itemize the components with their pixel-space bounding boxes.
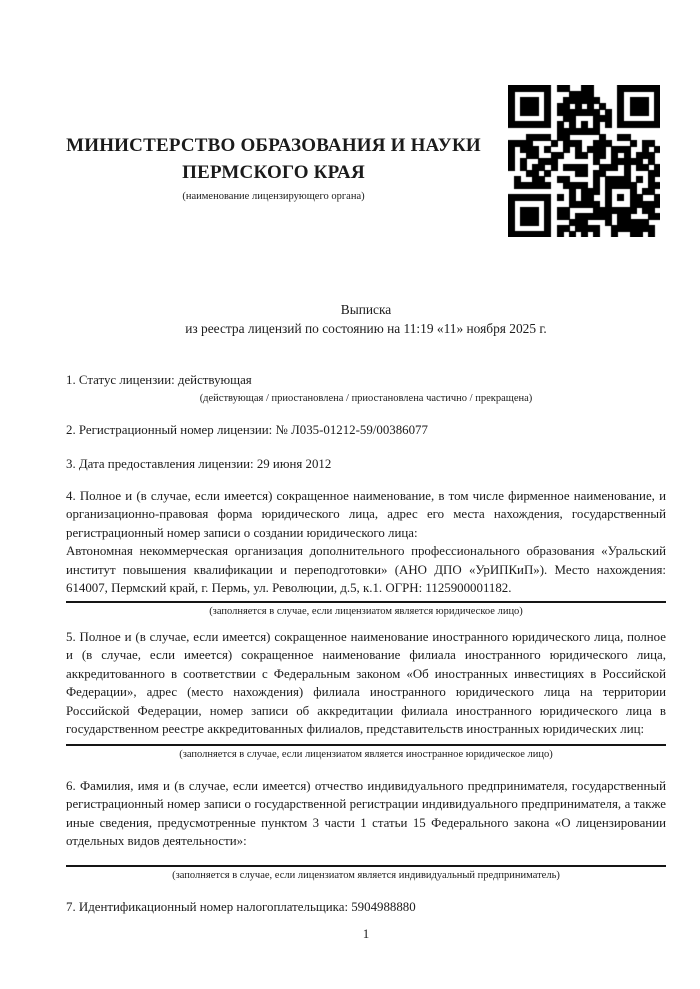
document-title-line2: из реестра лицензий по состоянию на 11:19 «11» ноября 2025 г. bbox=[185, 320, 547, 336]
ministry-name-line1: МИНИСТЕРСТВО ОБРАЗОВАНИЯ И НАУКИ bbox=[66, 135, 481, 156]
field-inn: 7. Идентификационный номер налогоплательщика: 5904988880 bbox=[66, 899, 416, 914]
ministry-caption: (наименование лицензирующего органа) bbox=[182, 191, 365, 202]
page-number: 1 bbox=[362, 926, 370, 941]
field-foreign-entity-label: 5. Полное и (в случае, если имеется) сокращенное наименование иностранного юридического лица, полное и (в случае, если имеется) сокращенное наименование филиала иностранного юридического лица, аккредитованного в соответствии с Федеральным законом «Об иностранных инвестициях в Российской Федерации», адрес (место нахождения) филиала иностранного юридического лица на территории Российской Федерации, номер записи об аккредитации филиала иностранного юридического лица в государственном реестре аккредитованных филиалов, представительств иностранных юридических лиц: bbox=[66, 629, 666, 736]
document-title-line1: Выписка bbox=[340, 302, 392, 317]
field-license-status: 1. Статус лицензии: действующая bbox=[66, 373, 252, 387]
document-title bbox=[66, 301, 666, 338]
ministry-header bbox=[66, 132, 481, 203]
field-individual-entrepreneur-caption: (заполняется в случае, если лицензиатом является индивидуальный предприниматель) bbox=[172, 869, 560, 881]
qr-code bbox=[508, 85, 660, 237]
field-foreign-entity-caption: (заполняется в случае, если лицензиатом является иностранное юридическое лицо) bbox=[179, 748, 553, 760]
field-legal-entity-caption: (заполняется в случае, если лицензиатом является юридическое лицо) bbox=[209, 605, 523, 617]
document-body bbox=[66, 366, 666, 916]
field-license-status-caption: (действующая / приостановлена / приостановлена частично / прекращена) bbox=[199, 392, 533, 404]
field-legal-entity-label: 4. Полное и (в случае, если имеется) сокращенное наименование, в том числе фирменное наименование, и организационно-правовая форма юридического лица, адрес его места нахождения, государственный регистрационный номер записи о создании юридического лица: bbox=[66, 488, 666, 540]
ministry-name-line2: ПЕРМСКОГО КРАЯ bbox=[182, 162, 365, 183]
field-registration-number: 2. Регистрационный номер лицензии: № Л035-01212-59/00386077 bbox=[66, 422, 428, 437]
field-legal-entity-value: Автономная некоммерческая организация дополнительного профессионального образования «Уральский институт повышения квалификации и переподготовки» (АНО ДПО «УрИПКиП»). Место нахождения: 614007, Пермский край, г. Пермь, ул. Революции, д.5, к.1. ОГРН: 1125900001182. bbox=[66, 544, 666, 595]
field-foreign-entity-underline bbox=[66, 744, 666, 746]
field-grant-date: 3. Дата предоставления лицензии: 29 июня 2012 bbox=[66, 457, 332, 471]
field-individual-entrepreneur-underline bbox=[66, 865, 666, 867]
field-individual-entrepreneur-label: 6. Фамилия, имя и (в случае, если имеется) отчество индивидуального предпринимателя, государственный регистрационный номер записи о государственной регистрации индивидуального предпринимателя, а также иные сведения, предусмотренные пунктом 3 части 1 статьи 15 Федерального закона «О лицензировании отдельных видов деятельности»: bbox=[66, 778, 666, 848]
field-legal-entity-underline bbox=[66, 601, 666, 603]
